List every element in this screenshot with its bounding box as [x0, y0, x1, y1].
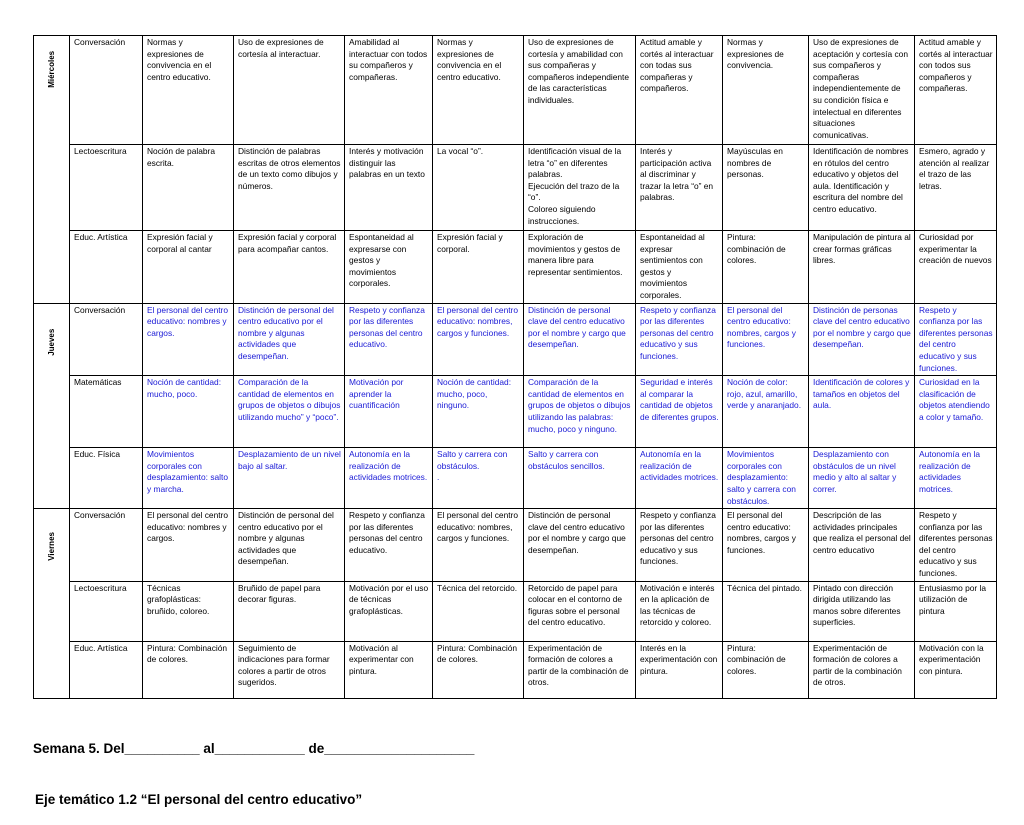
content-cell: Comparación de la cantidad de elementos en grupos de objetos o dibujos utilizando mucho” y “poco”.	[234, 376, 345, 448]
content-cell: El personal del centro educativo: nombres y cargos.	[143, 303, 234, 376]
schedule-row	[34, 303, 997, 376]
content-cell: Mayúsculas en nombres de personas.	[723, 145, 809, 231]
schedule-row	[34, 581, 997, 641]
content-cell: Espontaneidad al expresar sentimientos con gestos y movimientos corporales.	[636, 231, 723, 304]
schedule-row	[34, 448, 997, 509]
content-cell: Normas y expresiones de convivencia.	[723, 36, 809, 145]
content-cell: Expresión facial y corporal al cantar	[143, 231, 234, 304]
content-cell: Seguimiento de indicaciones para formar colores a partir de otros sugeridos.	[234, 641, 345, 698]
content-cell: Motivación por aprender la cuantificación	[345, 376, 433, 448]
schedule-row	[34, 36, 997, 145]
day-label: Jueves	[47, 328, 57, 356]
content-cell: Uso de expresiones de cortesía y amabilidad con sus compañeras y compañeros independiente de las características individuales.	[524, 36, 636, 145]
content-cell: Pintura: Combinación de colores.	[143, 641, 234, 698]
content-cell: Movimientos corporales con desplazamiento: salto y marcha.	[143, 448, 234, 509]
content-cell: Manipulación de pintura al crear formas gráficas libres.	[809, 231, 915, 304]
schedule-row	[34, 376, 997, 448]
content-cell: Interés en la experimentación con pintura.	[636, 641, 723, 698]
content-cell: Pintura: Combinación de colores.	[433, 641, 524, 698]
subject-cell: Educ. Física	[70, 448, 143, 509]
week-line: Semana 5. Del__________ al____________ de____________________	[33, 741, 475, 756]
content-cell: Pintado con dirección dirigida utilizando las manos sobre diferentes superficies.	[809, 581, 915, 641]
content-cell: Amabilidad al interactuar con todos su compañeros y compañeras.	[345, 36, 433, 145]
subject-cell: Lectoescritura	[70, 581, 143, 641]
content-cell: Noción de cantidad: mucho, poco, ninguno.	[433, 376, 524, 448]
content-cell: Uso de expresiones de aceptación y cortesía con sus compañeros y compañeras independientemente de su condición física e intelectual en diferentes situaciones comunicativas.	[809, 36, 915, 145]
day-label: Miércoles	[47, 50, 57, 88]
content-cell: Motivación e interés en la aplicación de las técnicas de retorcido y coloreo.	[636, 581, 723, 641]
content-cell: Distinción de personal clave del centro educativo por el nombre y cargo que desempeñan.	[524, 509, 636, 582]
content-cell: Identificación de colores y tamaños en objetos del aula.	[809, 376, 915, 448]
content-cell: Técnica del pintado.	[723, 581, 809, 641]
day-cell	[34, 303, 70, 509]
content-cell: Autonomía en la realización de actividades motrices.	[915, 448, 997, 509]
content-cell: Noción de palabra escrita.	[143, 145, 234, 231]
content-cell: Esmero, agrado y atención al realizar el trazo de las letras.	[915, 145, 997, 231]
thematic-axis-line: Eje temático 1.2 “El personal del centro educativo”	[35, 792, 363, 807]
content-cell: Pintura: combinación de colores.	[723, 231, 809, 304]
content-cell: Interés y motivación distinguir las palabras en un texto	[345, 145, 433, 231]
content-cell: Técnica del retorcido.	[433, 581, 524, 641]
content-cell: Distinción de palabras escritas de otros elementos de un texto como dibujos y números.	[234, 145, 345, 231]
content-cell: Distinción de personal clave del centro educativo por el nombre y cargo que desempeñan.	[524, 303, 636, 376]
content-cell: Respeto y confianza por las diferentes personas del centro educativo.	[345, 303, 433, 376]
content-cell: Motivación con la experimentación con pintura.	[915, 641, 997, 698]
content-cell: Técnicas grafoplásticas: bruñido, coloreo.	[143, 581, 234, 641]
content-cell: El personal del centro educativo: nombres, cargos y funciones.	[723, 303, 809, 376]
day-cell	[34, 509, 70, 699]
content-cell: Salto y carrera con obstáculos sencillos.	[524, 448, 636, 509]
content-cell: Comparación de la cantidad de elementos en grupos de objetos o dibujos utilizando las palabras: mucho, poco y ninguno.	[524, 376, 636, 448]
content-cell: Noción de cantidad: mucho, poco.	[143, 376, 234, 448]
footer	[33, 706, 474, 825]
content-cell: El personal del centro educativo: nombres, cargos y funciones.	[723, 509, 809, 582]
content-cell: Retorcido de papel para colocar en el contorno de figuras sobre el personal del centro educativo.	[524, 581, 636, 641]
content-cell: Expresión facial y corporal.	[433, 231, 524, 304]
content-cell: Autonomía en la realización de actividades motrices.	[345, 448, 433, 509]
subject-cell: Educ. Artística	[70, 231, 143, 304]
content-cell: Motivación al experimentar con pintura.	[345, 641, 433, 698]
subject-cell: Lectoescritura	[70, 145, 143, 231]
content-cell: Respeto y confianza por las diferentes personas del centro educativo.	[345, 509, 433, 582]
content-cell: Entusiasmo por la utilización de pintura	[915, 581, 997, 641]
content-cell: La vocal “o”.	[433, 145, 524, 231]
content-cell: Curiosidad en la clasificación de objetos atendiendo a color y tamaño.	[915, 376, 997, 448]
content-cell: Respeto y confianza por las diferentes personas del centro educativo y sus funciones.	[915, 303, 997, 376]
content-cell: Autonomía en la realización de actividades motrices.	[636, 448, 723, 509]
content-cell: Distinción de personal del centro educativo por el nombre y algunas actividades que desempeñan.	[234, 303, 345, 376]
content-cell: Salto y carrera con obstáculos. .	[433, 448, 524, 509]
schedule-row	[34, 509, 997, 582]
content-cell: Experimentación de formación de colores a partir de la combinación de otros.	[524, 641, 636, 698]
day-cell	[34, 36, 70, 304]
content-cell: Pintura: combinación de colores.	[723, 641, 809, 698]
content-cell: Normas y expresiones de convivencia en el centro educativo.	[433, 36, 524, 145]
content-cell: Normas y expresiones de convivencia en el centro educativo.	[143, 36, 234, 145]
content-cell: Desplazamiento con obstáculos de un nivel medio y alto al saltar y correr.	[809, 448, 915, 509]
content-cell: Descripción de las actividades principales que realiza el personal del centro educativo	[809, 509, 915, 582]
content-cell: Curiosidad por experimentar la creación de nuevos	[915, 231, 997, 304]
content-cell: Distinción de personas clave del centro educativo por el nombre y cargo que desempeñan.	[809, 303, 915, 376]
content-cell: Actitud amable y cortés al interactuar con todas sus compañeras y compañeros.	[636, 36, 723, 145]
content-cell: Bruñido de papel para decorar figuras.	[234, 581, 345, 641]
subject-cell: Conversación	[70, 303, 143, 376]
content-cell: Movimientos corporales con desplazamiento: salto y carrera con obstáculos.	[723, 448, 809, 509]
subject-cell: Educ. Artística	[70, 641, 143, 698]
content-cell: Respeto y confianza por las diferentes personas del centro educativo y sus funciones.	[636, 509, 723, 582]
subject-cell: Conversación	[70, 36, 143, 145]
content-cell: Noción de color: rojo, azul, amarillo, verde y anaranjado.	[723, 376, 809, 448]
content-cell: Identificación visual de la letra “o” en diferentes palabras. Ejecución del trazo de la “o”. Coloreo siguiendo instrucciones.	[524, 145, 636, 231]
content-cell: El personal del centro educativo: nombres, cargos y funciones.	[433, 303, 524, 376]
content-cell: Motivación por el uso de técnicas grafoplásticas.	[345, 581, 433, 641]
content-cell: Exploración de movimientos y gestos de manera libre para representar sentimientos.	[524, 231, 636, 304]
content-cell: El personal del centro educativo: nombres y cargos.	[143, 509, 234, 582]
content-cell: Experimentación de formación de colores a partir de la combinación de otros.	[809, 641, 915, 698]
content-cell: Identificación de nombres en rótulos del centro educativo y objetos del aula. Identificación y escritura del nombre del centro educativo.	[809, 145, 915, 231]
schedule-row	[34, 641, 997, 698]
schedule-row	[34, 231, 997, 304]
content-cell: Actitud amable y cortés al interactuar con todos sus compañeros y compañeras.	[915, 36, 997, 145]
content-cell: Expresión facial y corporal para acompañar cantos.	[234, 231, 345, 304]
content-cell: Respeto y confianza por las diferentes personas del centro educativo y sus funciones.	[915, 509, 997, 582]
content-cell: Respeto y confianza por las diferentes personas del centro educativo y sus funciones.	[636, 303, 723, 376]
content-cell: Desplazamiento de un nivel bajo al saltar.	[234, 448, 345, 509]
subject-cell: Conversación	[70, 509, 143, 582]
lesson-plan-table	[33, 35, 997, 699]
content-cell: Distinción de personal del centro educativo por el nombre y algunas actividades que desempeñan.	[234, 509, 345, 582]
schedule-row	[34, 145, 997, 231]
content-cell: Interés y participación activa al discriminar y trazar la letra “o” en palabras.	[636, 145, 723, 231]
content-cell: El personal del centro educativo: nombres, cargos y funciones.	[433, 509, 524, 582]
day-label: Viernes	[47, 532, 57, 561]
content-cell: Espontaneidad al expresarse con gestos y movimientos corporales.	[345, 231, 433, 304]
content-cell: Seguridad e interés al comparar la cantidad de objetos de diferentes grupos.	[636, 376, 723, 448]
content-cell: Uso de expresiones de cortesía al interactuar.	[234, 36, 345, 145]
subject-cell: Matemáticas	[70, 376, 143, 448]
